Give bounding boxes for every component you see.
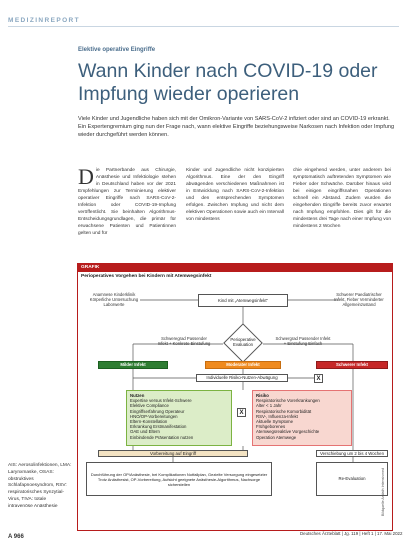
- right-annotation: Schwerer Paediatrischer Infekt, Fieber Verminderter Allgemeinzustand: [334, 292, 384, 307]
- mid-left-annotation: Schweregrad Passender Infekt + Konkrete Einstufung: [157, 336, 211, 346]
- preparation-box: Vorbereitung auf Eingriff: [98, 450, 248, 457]
- severe-infection-box: Schwerer Infekt: [316, 361, 388, 369]
- figure-credit: Bildquelle Anästh Intensivmed: [381, 468, 385, 516]
- risk-title: Risiko: [256, 393, 269, 398]
- page-number: A 966: [8, 534, 24, 540]
- flowchart-figure: [77, 263, 393, 531]
- benefit-item: Erkrankung Erstmanifestation: [130, 424, 187, 430]
- section-tag: MEDIZINREPORT: [8, 17, 81, 24]
- risk-item: Respiratorische Vorerkrankungen: [256, 398, 320, 404]
- risk-benefit-box: Individuelle Risiko-Nutzen-Abwägung: [196, 374, 288, 382]
- risk-item: Frühgeborenes: [256, 424, 286, 430]
- article-column-3: chie eingehend werden, unter anderem bei symptomatisch auftretenden Symptomen wie Fieber oder Schwäche. Darüber hinaus wird bei einigen eingriffsnahen Operationen schnell ein Abstand. Zudem wurden die eingehenden Eingriffe bereits zuvor erwartet nach Impfung empfohlen. Dies gilt für die mindestens drei Tage nach einer Impfung von mindestens 2 Wochen: [293, 168, 391, 229]
- benefit-item: Expertise versus Infekt-Schwere: [130, 398, 192, 404]
- postpone-box: Verschiebung um 2 bis 4 Wochen: [316, 450, 388, 457]
- benefit-panel: [126, 390, 232, 446]
- risk-item: Operation Atemwege: [256, 434, 297, 440]
- drop-cap: D: [78, 164, 94, 189]
- benefit-item: Eltern-Konstellation: [130, 419, 168, 425]
- mild-infection-box: Milder Infekt: [98, 361, 168, 369]
- cross-mark-2: X: [237, 408, 246, 417]
- benefit-item: HNO/OP-Vorbereitungen: [130, 413, 178, 419]
- risk-panel: [252, 390, 352, 446]
- cross-mark-1: X: [314, 374, 323, 383]
- abbreviations-note: AIS: Aerosolinfektionen, LMA: Larynxmaske, OSAS: obstruktives Schlafapnoesyndrom, RSV: respiratorisches Synzytial-Virus, TIVA: totale intravenöse Anästhesie: [8, 463, 72, 509]
- benefit-item: OAE und Eltern: [130, 429, 160, 435]
- benefit-item: Eingriffserfahrung Operateur: [130, 408, 185, 414]
- benefit-item: Elektive Compliance: [130, 403, 169, 409]
- figure-caption: Perioperatives Vorgehen bei Kindern mit Atemwegsinfekt: [81, 274, 212, 279]
- start-box: Kind mit „Atemwegsinfekt“: [198, 294, 288, 307]
- article-column-2: Kinder und Jugendliche nicht konzipierten Algorithmus. Eine der den Eingriff abwägenden verschiedenen Maßnahmen ist in Entwicklung nach SARS-CoV-2-Infektion und den entsprechenden Symptomen erfolgen. Zwischen Impfung und nicht dem elektiven Operationen sowie auch ein Intervall von mindestens: [186, 168, 284, 222]
- left-annotation: Anamnese Kinderklinik Körperliche Untersuchung Laborwerte: [89, 292, 139, 307]
- article-title: Wann Kinder nach COVID-19 oder Impfung wieder operieren: [78, 60, 378, 105]
- column-1-text: ie Partnerbande aus Chirurgie, Anästhesie und Infektiologie stehen in Deutschland haben vor der 2021 Empfehlungen zur Terminierung elektiver operativer Eingriffe nach SARS-CoV-2-Infektion oder COVID-19-Impfung veröffentlicht. Sie beinhalten Algorithmus-Entscheidungsgrundlagen, die primär für erwachsene Patienten und Patientinnen gelten und für: [78, 168, 176, 236]
- mid-right-annotation: Schwergrad Passender Infekt + Einstufung Einfach: [275, 336, 331, 346]
- benefit-item: Einbindende Präsentation nutzen: [130, 434, 194, 440]
- reevaluation-box: Re-Evaluation: [316, 462, 388, 496]
- article-column-1: [78, 164, 176, 237]
- article-kicker: Elektive operative Eingriffe: [78, 47, 156, 53]
- risk-item: Respiratorische Komorbidität: [256, 408, 312, 414]
- risk-item: RSV-, Influenza-Infekt: [256, 413, 298, 419]
- figure-header: GRAFIK: [78, 264, 392, 272]
- risk-item: Atemwegsreaktive Vorgeschichte: [256, 429, 320, 435]
- header-rule: [8, 26, 399, 27]
- procedure-box: Durchführung der OP/Anästhesie, bei Komplikationen Notfallplan, Gezielte Versorgung eingesetzter Trotz Anästhesist, OP-Vorbereitung, Aufsicht geeignete Anästhesie-Algorithmus, Nachsorge sicherstellen: [86, 462, 272, 496]
- benefit-title: Nutzen: [130, 393, 145, 398]
- risk-item: Alter < 1 Jahr: [256, 403, 282, 409]
- risk-item: Aktuelle Symptome: [256, 419, 294, 425]
- moderate-infection-box: Moderater Infekt: [205, 361, 281, 369]
- journal-footer: Deutsches Ärzteblatt | Jg. 119 | Heft 1 | 17. Mai 2022: [300, 531, 403, 536]
- decision-label: Perioperative Evaluation: [230, 337, 256, 347]
- article-lead: Viele Kinder und Jugendliche haben sich mit der Omikron-Variante von SARS-CoV-2 infiziert oder sind an COVID-19 erkrankt. Ein Expertengremium ging nun der Frage nach, wann elektive Eingriffe beziehungsweise Narkosen nach Infektion oder Impfung wieder durchgeführt werden können.: [78, 116, 395, 139]
